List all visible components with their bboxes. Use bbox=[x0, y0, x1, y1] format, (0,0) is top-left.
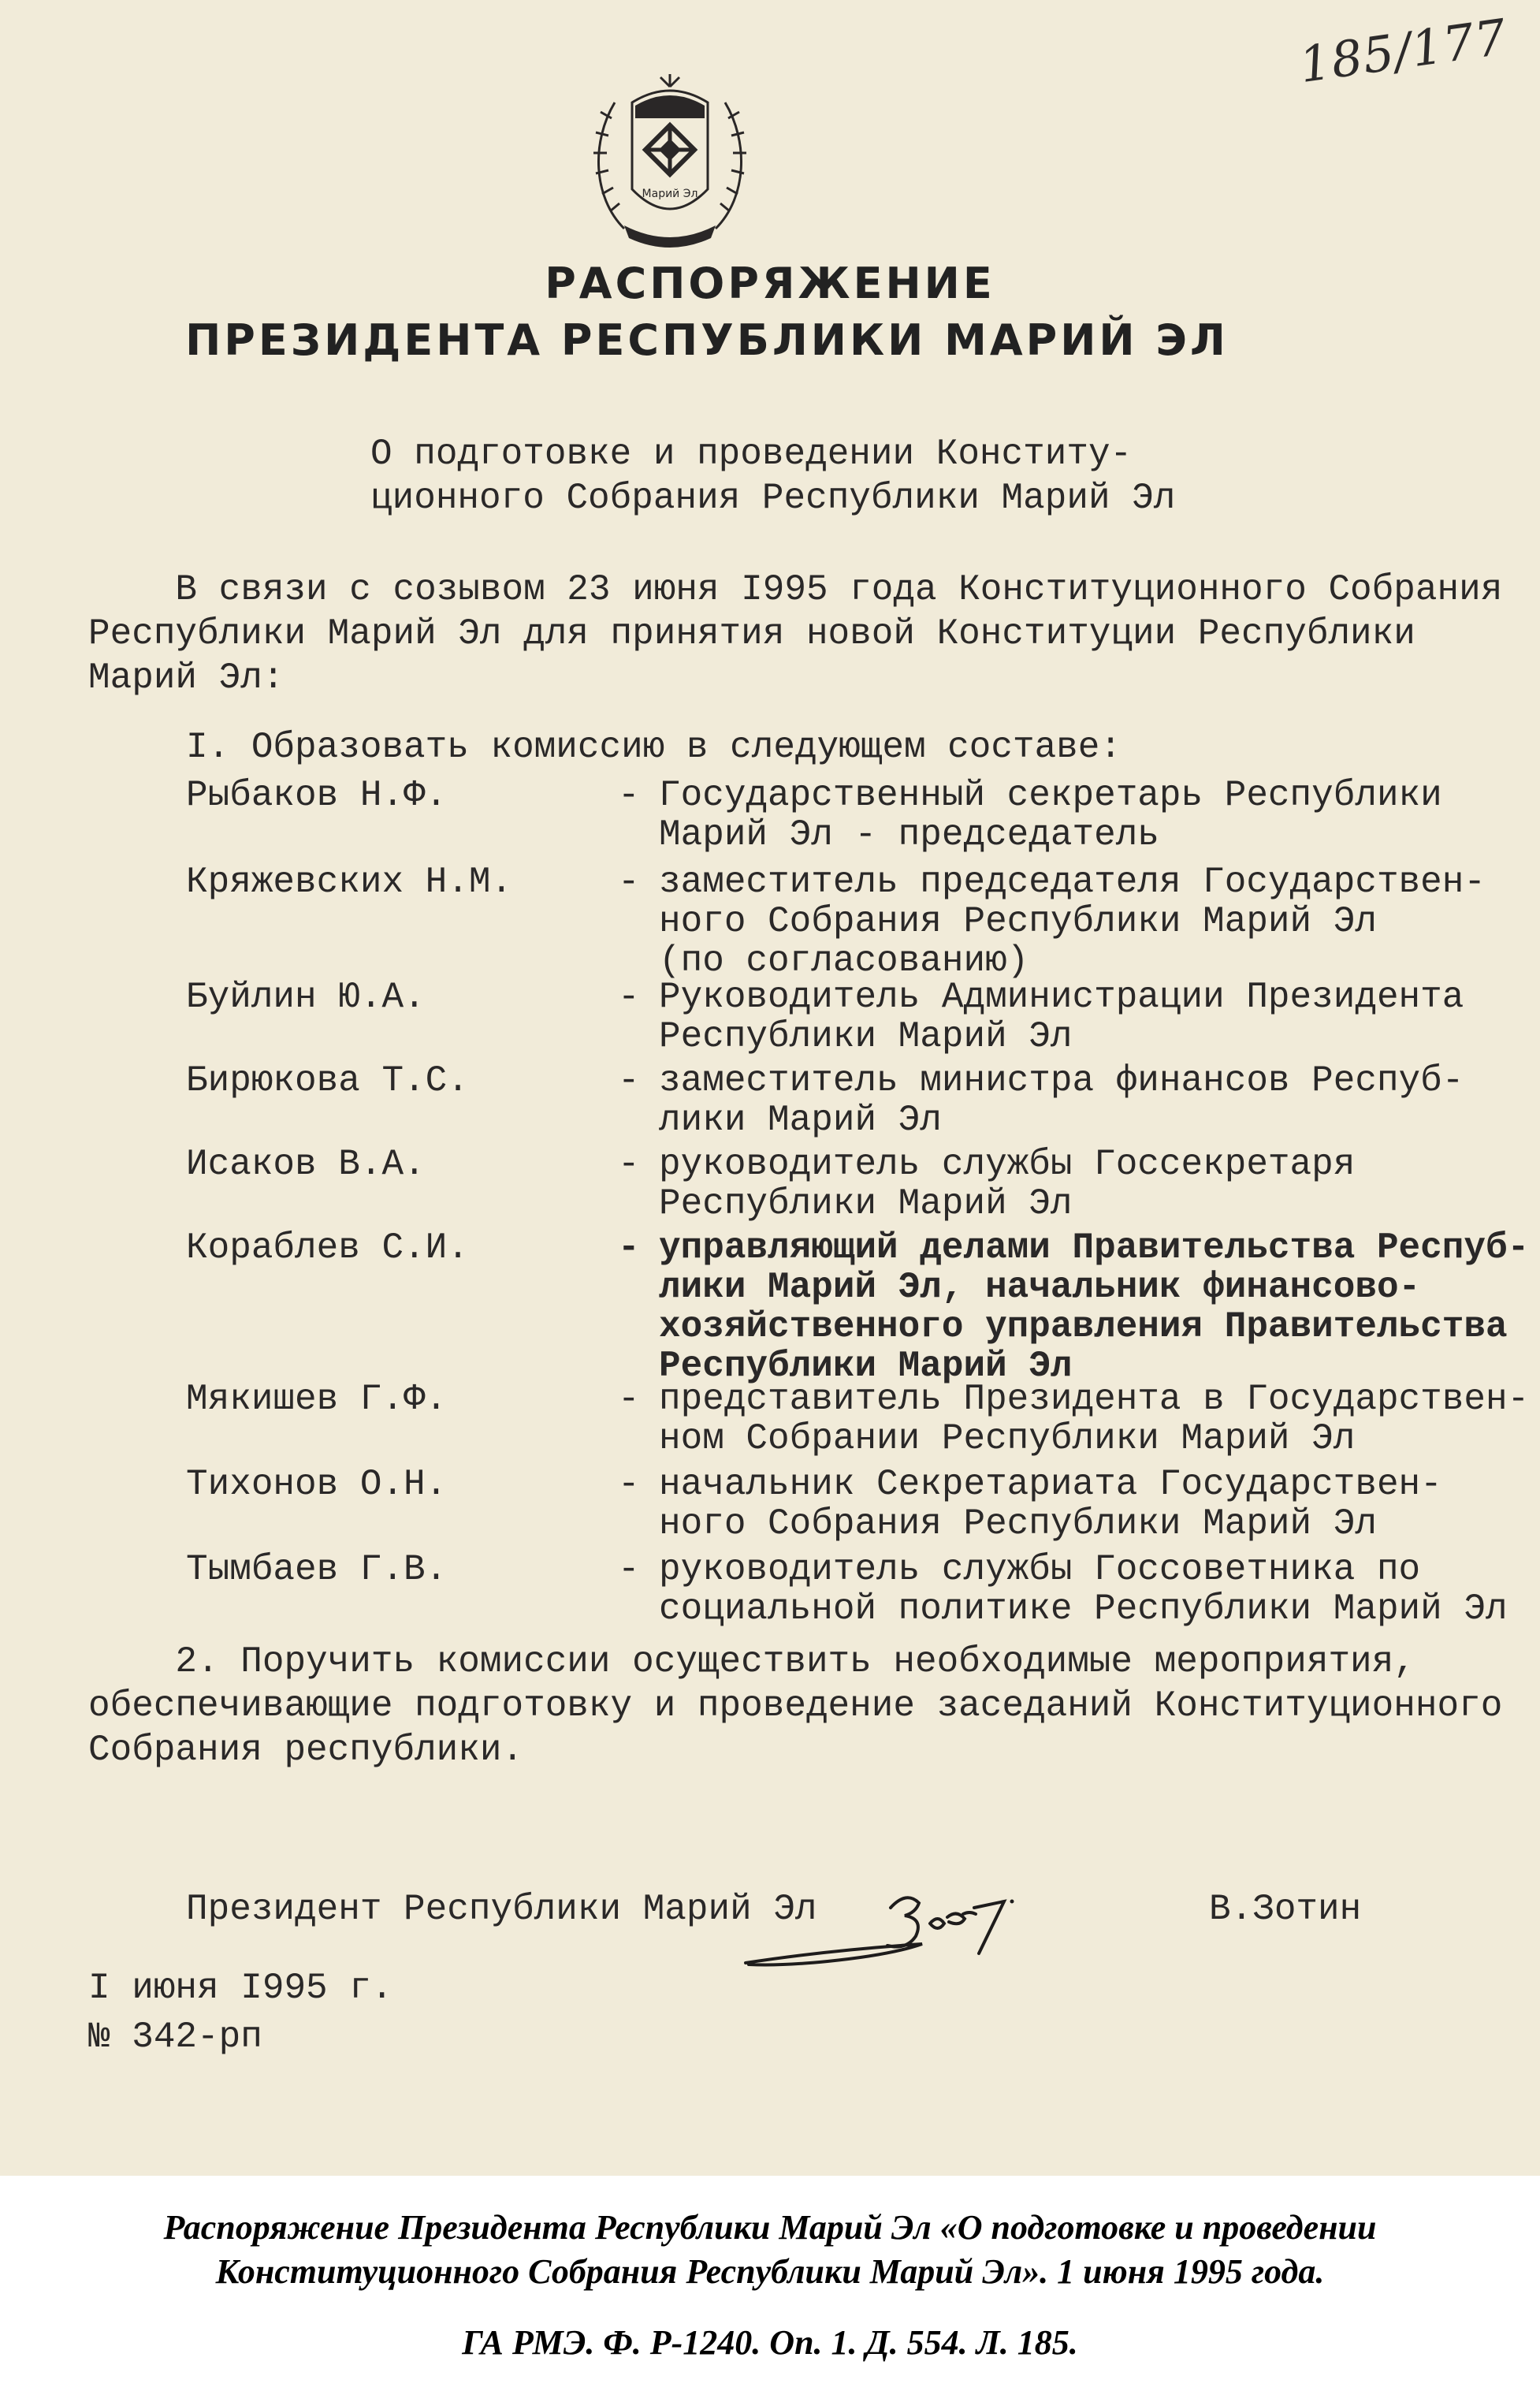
member-role-line: лики Марий Эл, начальник финансово- bbox=[659, 1267, 1421, 1308]
member-role-line: ного Собрания Республики Марий Эл bbox=[659, 901, 1377, 942]
member-role-line: Марий Эл - председатель bbox=[659, 814, 1159, 855]
member-role-line: хозяйственного управления Правительства bbox=[659, 1306, 1508, 1347]
member-dash: - bbox=[618, 1060, 640, 1101]
member-role-line: Республики Марий Эл bbox=[659, 1016, 1073, 1057]
member-role bbox=[659, 1380, 1529, 1458]
member-role bbox=[659, 1228, 1529, 1386]
member-dash: - bbox=[618, 1549, 640, 1590]
member-dash: - bbox=[618, 1464, 640, 1505]
clause-2 bbox=[88, 1640, 1502, 1772]
member-role-line: Республики Марий Эл bbox=[659, 1346, 1073, 1387]
mari-el-coat-of-arms-icon bbox=[577, 71, 763, 260]
member-role-line: управляющий делами Правительства Респуб- bbox=[659, 1227, 1530, 1268]
preamble-paragraph bbox=[88, 568, 1502, 700]
preamble-line: В связи с созывом 23 июня I995 года Конституционного Собрания bbox=[88, 569, 1503, 610]
document-title-issuer: ПРЕЗИДЕНТА РЕСПУБЛИКИ МАРИЙ ЭЛ bbox=[185, 315, 1229, 365]
member-dash: - bbox=[618, 775, 640, 816]
preamble-line: Марий Эл: bbox=[88, 657, 285, 698]
caption-line: Конституционного Собрания Республики Марий Эл». 1 июня 1995 года. bbox=[215, 2252, 1325, 2291]
member-role-line: Государственный секретарь Республики bbox=[659, 775, 1442, 816]
signatory-title: Президент Республики Марий Эл bbox=[186, 1889, 817, 1930]
clause-2-line: Собрания республики. bbox=[88, 1730, 524, 1771]
subject-line: ционного Собрания Республики Марий Эл bbox=[370, 478, 1176, 519]
member-role-line: ном Собрании Республики Марий Эл bbox=[659, 1418, 1356, 1459]
member-name: Рыбаков Н.Ф. bbox=[186, 775, 448, 816]
clause-1: I. Образовать комиссию в следующем составе: bbox=[186, 727, 1122, 768]
member-role-line: (по согласованию) bbox=[659, 940, 1029, 981]
preamble-line: Республики Марий Эл для принятия новой Конституции Республики bbox=[88, 613, 1415, 654]
signatory-name: В.Зотин bbox=[1209, 1889, 1362, 1930]
member-role bbox=[659, 1465, 1442, 1544]
member-role-line: Республики Марий Эл bbox=[659, 1183, 1073, 1224]
member-role bbox=[659, 1061, 1464, 1140]
handwritten-signature bbox=[733, 1868, 1064, 1987]
document-title: РАСПОРЯЖЕНИЕ bbox=[545, 259, 995, 308]
archive-page-number: 185/177 bbox=[1296, 7, 1511, 95]
member-name: Тымбаев Г.В. bbox=[186, 1549, 448, 1590]
member-name: Буйлин Ю.А. bbox=[186, 977, 426, 1018]
member-dash: - bbox=[618, 1379, 640, 1420]
member-role-line: начальник Секретариата Государствен- bbox=[659, 1464, 1442, 1505]
member-role bbox=[659, 776, 1442, 855]
member-role-line: заместитель председателя Государствен- bbox=[659, 862, 1486, 903]
member-role bbox=[659, 862, 1486, 981]
clause-2-line: обеспечивающие подготовку и проведение заседаний Конституционного bbox=[88, 1685, 1503, 1726]
member-dash: - bbox=[618, 862, 640, 903]
member-name: Кораблев С.И. bbox=[186, 1227, 469, 1268]
member-role bbox=[659, 1145, 1355, 1223]
member-name: Исаков В.А. bbox=[186, 1144, 426, 1185]
member-dash: - bbox=[618, 977, 640, 1018]
member-name: Мякишев Г.Ф. bbox=[186, 1379, 448, 1420]
member-role-line: ного Собрания Республики Марий Эл bbox=[659, 1503, 1377, 1544]
member-name: Тихонов О.Н. bbox=[186, 1464, 448, 1505]
member-role-line: социальной политике Республики Марий Эл bbox=[659, 1588, 1508, 1629]
document-subject bbox=[370, 432, 1175, 520]
member-role-line: руководитель службы Госсоветника по bbox=[659, 1549, 1421, 1590]
archive-reference: ГА РМЭ. Ф. Р-1240. Оп. 1. Д. 554. Л. 185. bbox=[462, 2323, 1078, 2362]
caption-line: Распоряжение Президента Республики Марий Эл «О подготовке и проведении bbox=[163, 2208, 1377, 2247]
member-role-line: лики Марий Эл bbox=[659, 1100, 942, 1141]
member-role-line: заместитель министра финансов Респуб- bbox=[659, 1060, 1464, 1101]
clause-2-line: 2. Поручить комиссии осуществить необходимые мероприятия, bbox=[88, 1641, 1415, 1682]
member-name: Бирюкова Т.С. bbox=[186, 1060, 469, 1101]
subject-line: О подготовке и проведении Конститу- bbox=[370, 434, 1133, 475]
member-dash: - bbox=[618, 1144, 640, 1185]
emblem-text: Марий Эл bbox=[642, 188, 698, 200]
member-name: Кряжевских Н.М. bbox=[186, 862, 513, 903]
document-number: № 342-рп bbox=[88, 2017, 262, 2058]
document-date: I июня I995 г. bbox=[88, 1968, 393, 2009]
member-role-line: представитель Президента в Государствен- bbox=[659, 1379, 1530, 1420]
member-role-line: руководитель службы Госсекретаря bbox=[659, 1144, 1356, 1185]
member-role bbox=[659, 1550, 1508, 1629]
member-dash: - bbox=[618, 1227, 640, 1268]
member-role-line: Руководитель Администрации Президента bbox=[659, 977, 1464, 1018]
member-role bbox=[659, 978, 1464, 1056]
